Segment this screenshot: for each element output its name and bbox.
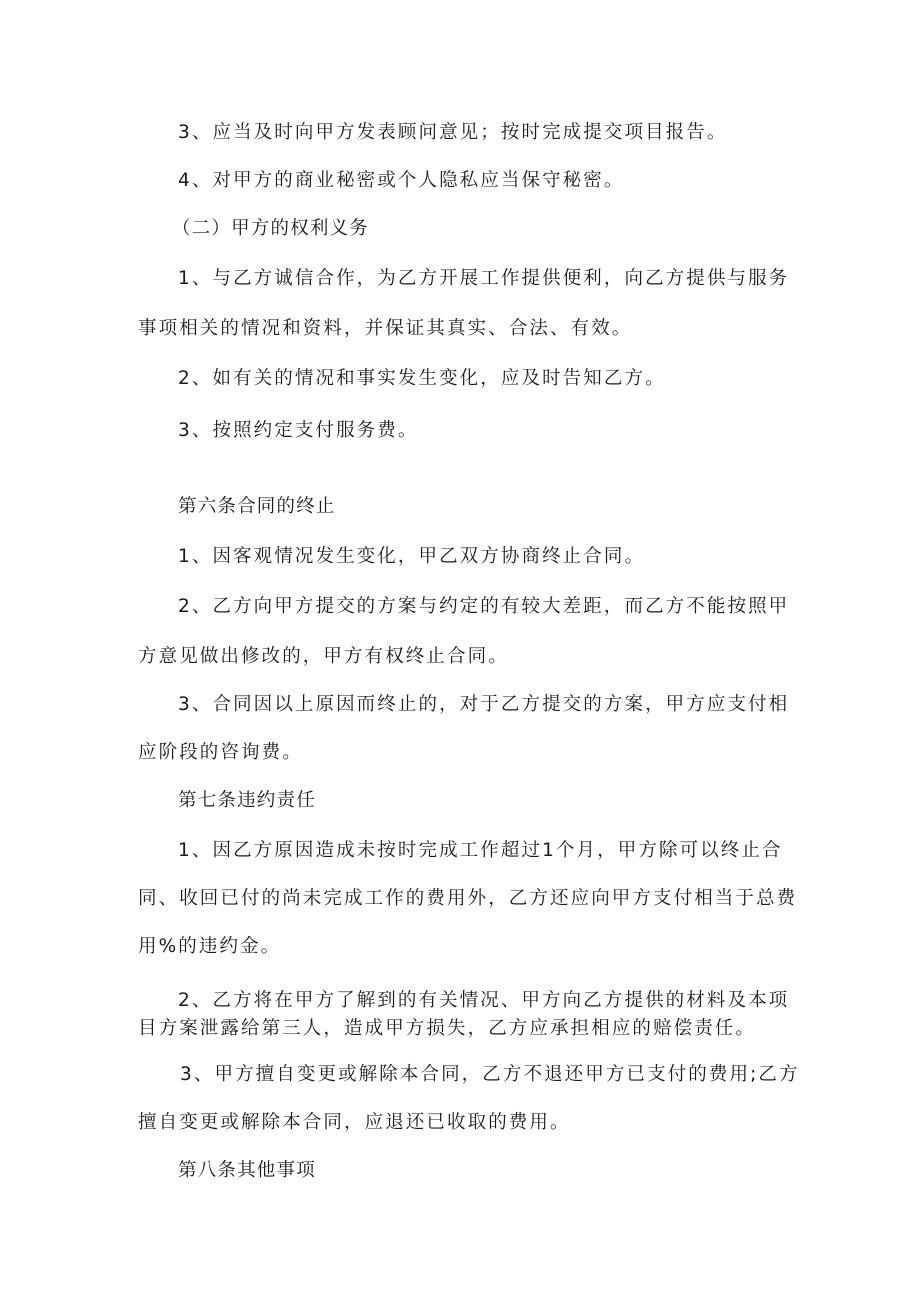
article-8-heading: 第八条其他事项 bbox=[178, 1160, 316, 1181]
party-a-item-1: 1、与乙方诚信合作，为乙方开展工作提供便利，向乙方提供与服务 bbox=[178, 268, 790, 289]
article-7-heading: 第七条违约责任 bbox=[178, 790, 316, 811]
article-6-item-1: 1、因客观情况发生变化，甲乙双方协商终止合同。 bbox=[178, 546, 646, 567]
article-6-item-2-cont: 方意见做出修改的，甲方有权终止合同。 bbox=[138, 646, 509, 667]
article-7-item-3: 3、甲方擅自变更或解除本合同，乙方不退还甲方已支付的费用;乙方 bbox=[180, 1064, 800, 1085]
article-7-item-1: 1、因乙方原因造成未按时完成工作超过1个月，甲方除可以终止合 bbox=[178, 840, 783, 861]
article-7-item-1-cont-a: 同、收回已付的尚未完成工作的费用外，乙方还应向甲方支付相当于总费 bbox=[138, 888, 798, 909]
article-6-item-3: 3、合同因以上原因而终止的，对于乙方提交的方案，甲方应支付相 bbox=[178, 694, 790, 715]
party-a-item-3: 3、按照约定支付服务费。 bbox=[178, 420, 419, 441]
obligation-b-item-3: 3、应当及时向甲方发表顾问意见；按时完成提交项目报告。 bbox=[178, 122, 728, 143]
article-6-heading: 第六条合同的终止 bbox=[178, 496, 336, 517]
article-6-item-2: 2、乙方向甲方提交的方案与约定的有较大差距，而乙方不能按照甲 bbox=[178, 596, 790, 617]
party-a-item-1-cont: 事项相关的情况和资料，并保证其真实、合法、有效。 bbox=[138, 318, 633, 339]
article-7-item-2: 2、乙方将在甲方了解到的有关情况、甲方向乙方提供的材料及本项 bbox=[178, 990, 790, 1011]
article-6-item-3-cont: 应阶段的咨询费。 bbox=[138, 742, 303, 763]
party-a-item-2: 2、如有关的情况和事实发生变化，应及时告知乙方。 bbox=[178, 368, 666, 389]
article-7-item-1-cont-b: 用%的违约金。 bbox=[138, 936, 282, 957]
obligation-b-item-4: 4、对甲方的商业秘密或个人隐私应当保守秘密。 bbox=[178, 170, 625, 191]
article-7-item-2-cont: 目方案泄露给第三人，造成甲方损失，乙方应承担相应的赔偿责任。 bbox=[138, 1018, 757, 1039]
subsection-heading-party-a: （二）甲方的权利义务 bbox=[172, 218, 370, 239]
article-7-item-3-cont: 擅自变更或解除本合同，应退还已收取的费用。 bbox=[138, 1112, 571, 1133]
